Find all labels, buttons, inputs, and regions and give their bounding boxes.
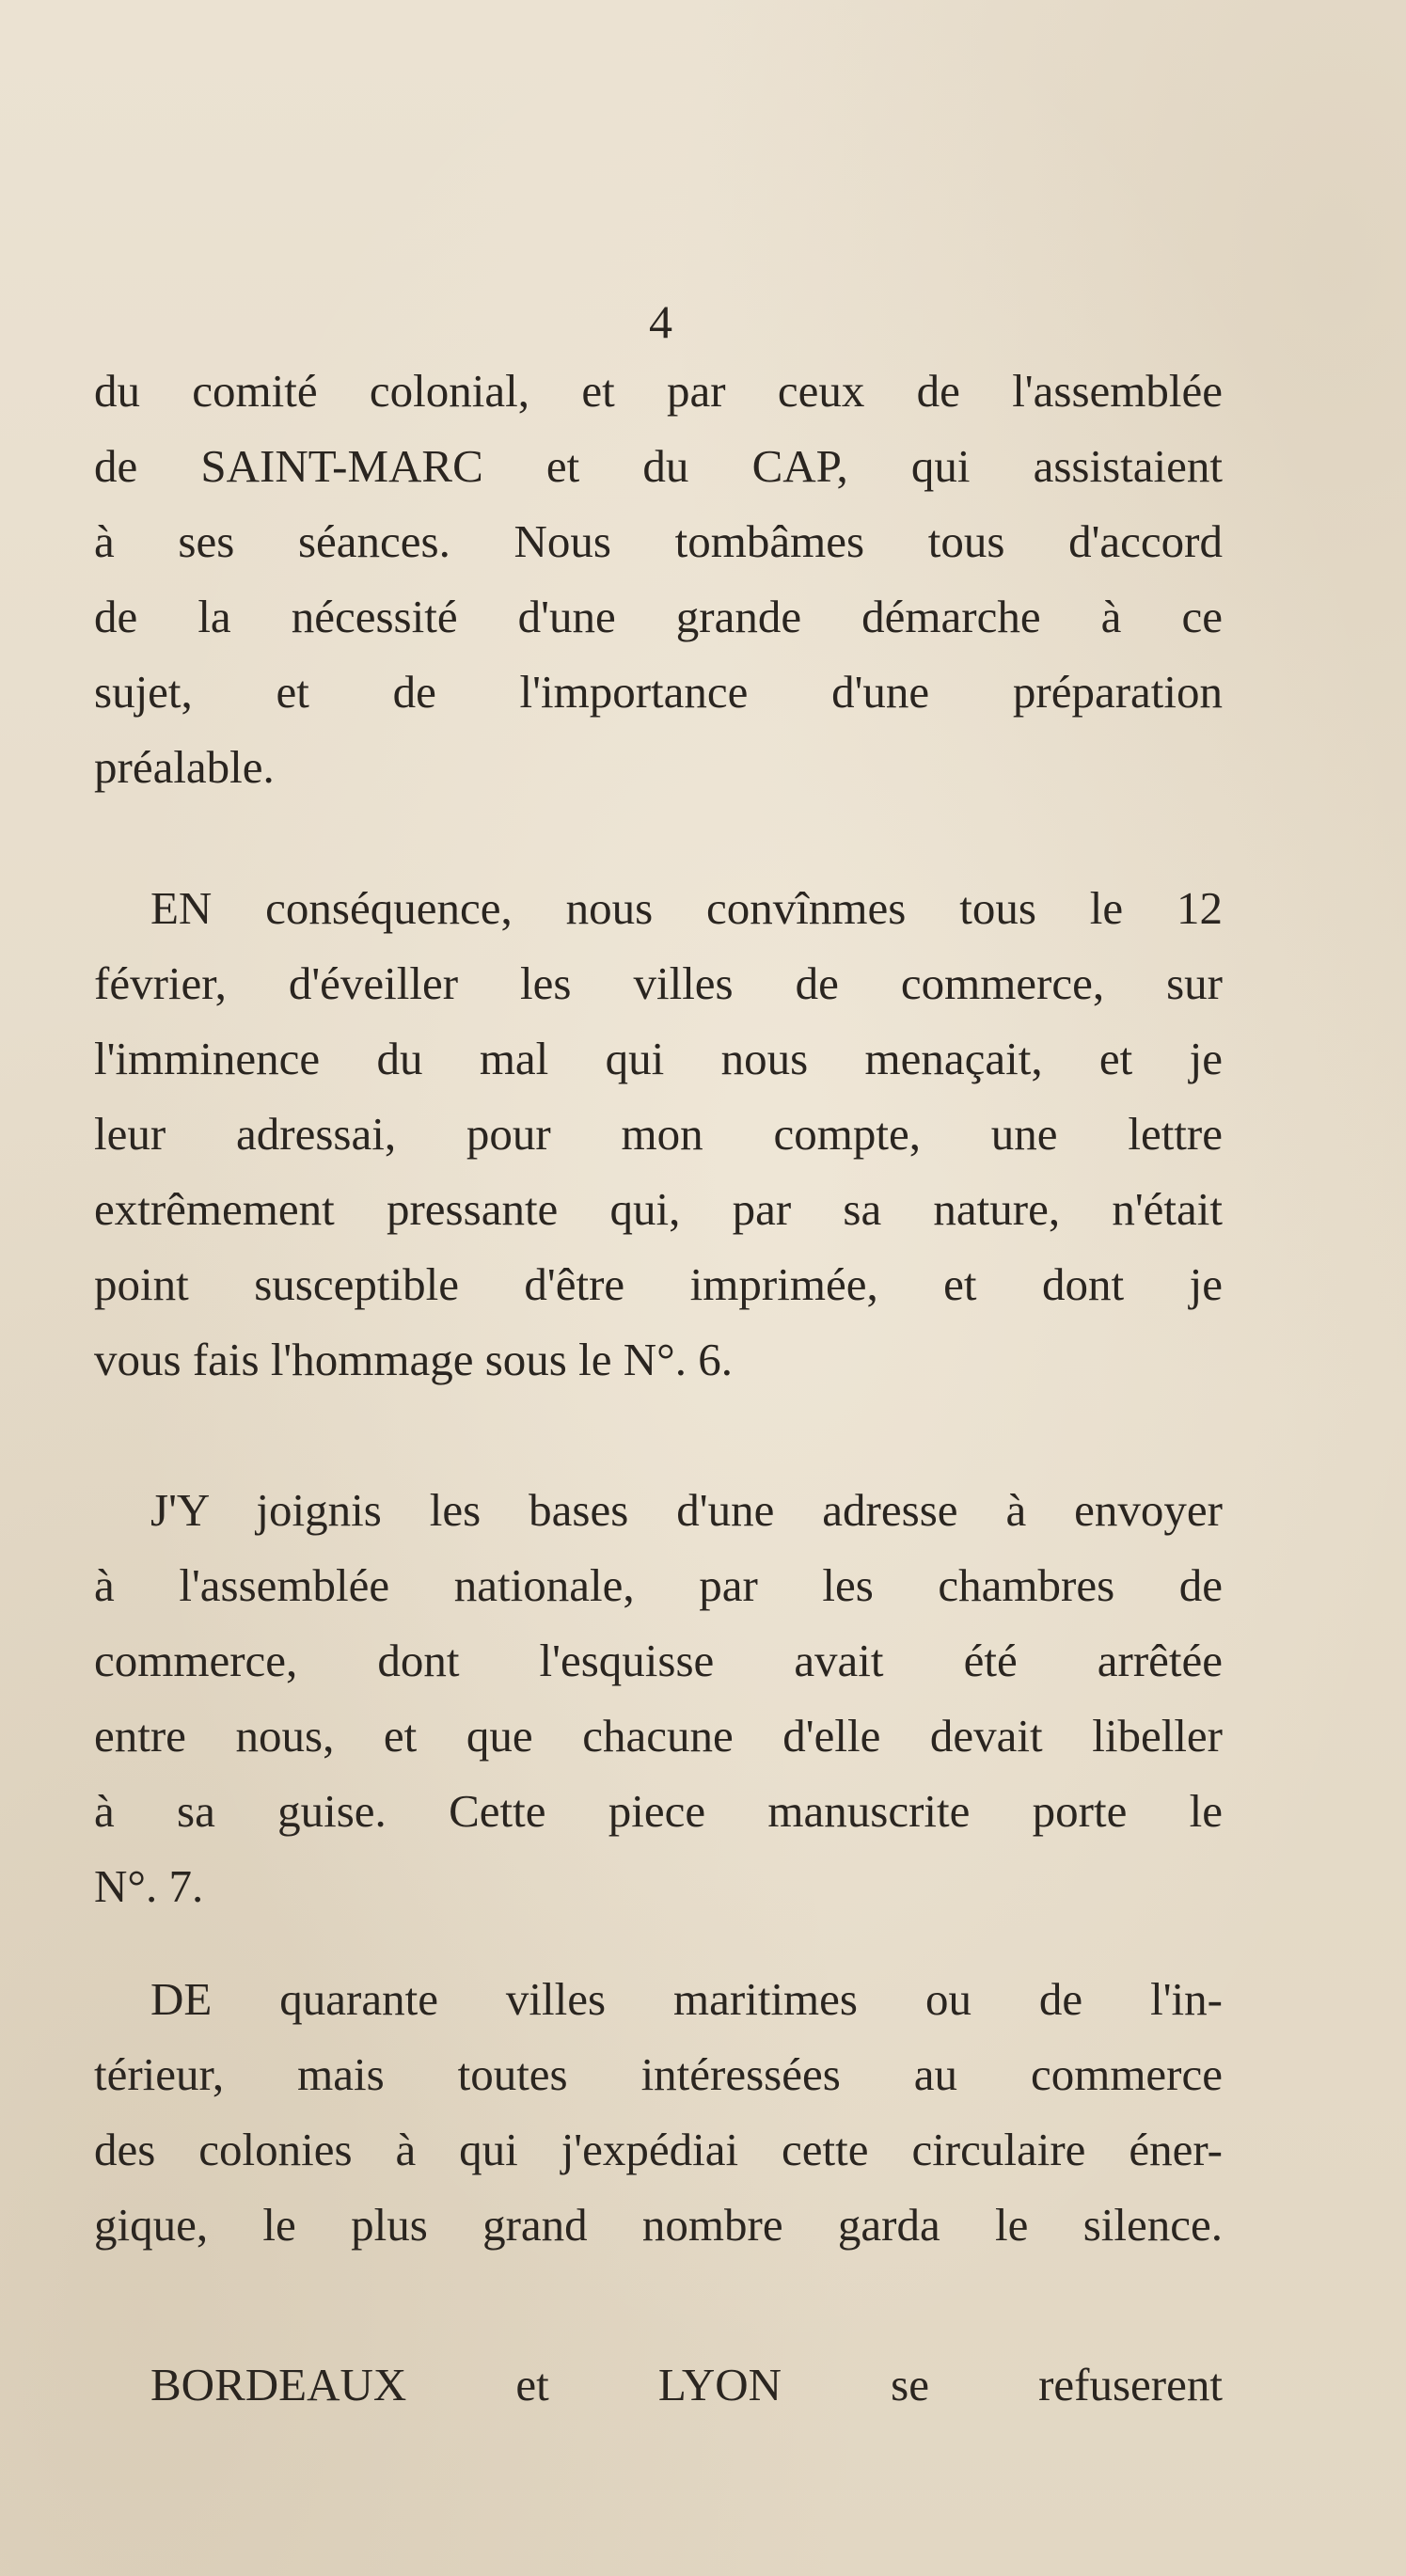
text-line: entre nous, et que chacune d'elle devait libeller xyxy=(94,1710,1223,1762)
text-line: leur adressai, pour mon compte, une lettre xyxy=(94,1108,1223,1160)
text-line: gique, le plus grand nombre garda le silence. xyxy=(94,2199,1223,2251)
text-line: préalable. xyxy=(94,741,275,793)
text-line: point susceptible d'être imprimée, et dont je xyxy=(94,1258,1223,1310)
paragraph-1 xyxy=(94,354,1223,805)
paragraph-3 xyxy=(94,1473,1223,1924)
paragraph-2 xyxy=(94,871,1223,1398)
text-line: à ses séances. Nous tombâmes tous d'accord xyxy=(94,515,1223,567)
text-line: des colonies à qui j'expédiai cette circulaire éner- xyxy=(94,2124,1223,2175)
text-line: BORDEAUX et LYON se refuserent xyxy=(150,2359,1223,2410)
text-line: de la nécessité d'une grande démarche à ce xyxy=(94,591,1223,642)
text-line: J'Y joignis les bases d'une adresse à envoyer xyxy=(150,1484,1223,1536)
text-line: à sa guise. Cette piece manuscrite porte le xyxy=(94,1785,1223,1837)
text-line: sujet, et de l'importance d'une préparation xyxy=(94,666,1223,718)
text-line: extrêmement pressante qui, par sa nature, n'était xyxy=(94,1183,1223,1235)
paragraph-4 xyxy=(94,1962,1223,2263)
text-line: DE quarante villes maritimes ou de l'in- xyxy=(150,1973,1223,2025)
text-line: commerce, dont l'esquisse avait été arrêtée xyxy=(94,1635,1223,1686)
text-line: térieur, mais toutes intéressées au commerce xyxy=(94,2048,1223,2100)
page-number: 4 xyxy=(649,295,672,348)
text-line: de SAINT-MARC et du CAP, qui assistaient xyxy=(94,440,1223,492)
paragraph-5 xyxy=(94,2347,1223,2423)
text-line: février, d'éveiller les villes de commerce, sur xyxy=(94,957,1223,1009)
text-line: N°. 7. xyxy=(94,1860,204,1912)
text-line: EN conséquence, nous convînmes tous le 12 xyxy=(150,882,1223,934)
text-line: l'imminence du mal qui nous menaçait, et je xyxy=(94,1033,1223,1084)
text-line: du comité colonial, et par ceux de l'assemblée xyxy=(94,365,1223,417)
text-line: vous fais l'hommage sous le N°. 6. xyxy=(94,1334,733,1385)
text-line: à l'assemblée nationale, par les chambres de xyxy=(94,1559,1223,1611)
